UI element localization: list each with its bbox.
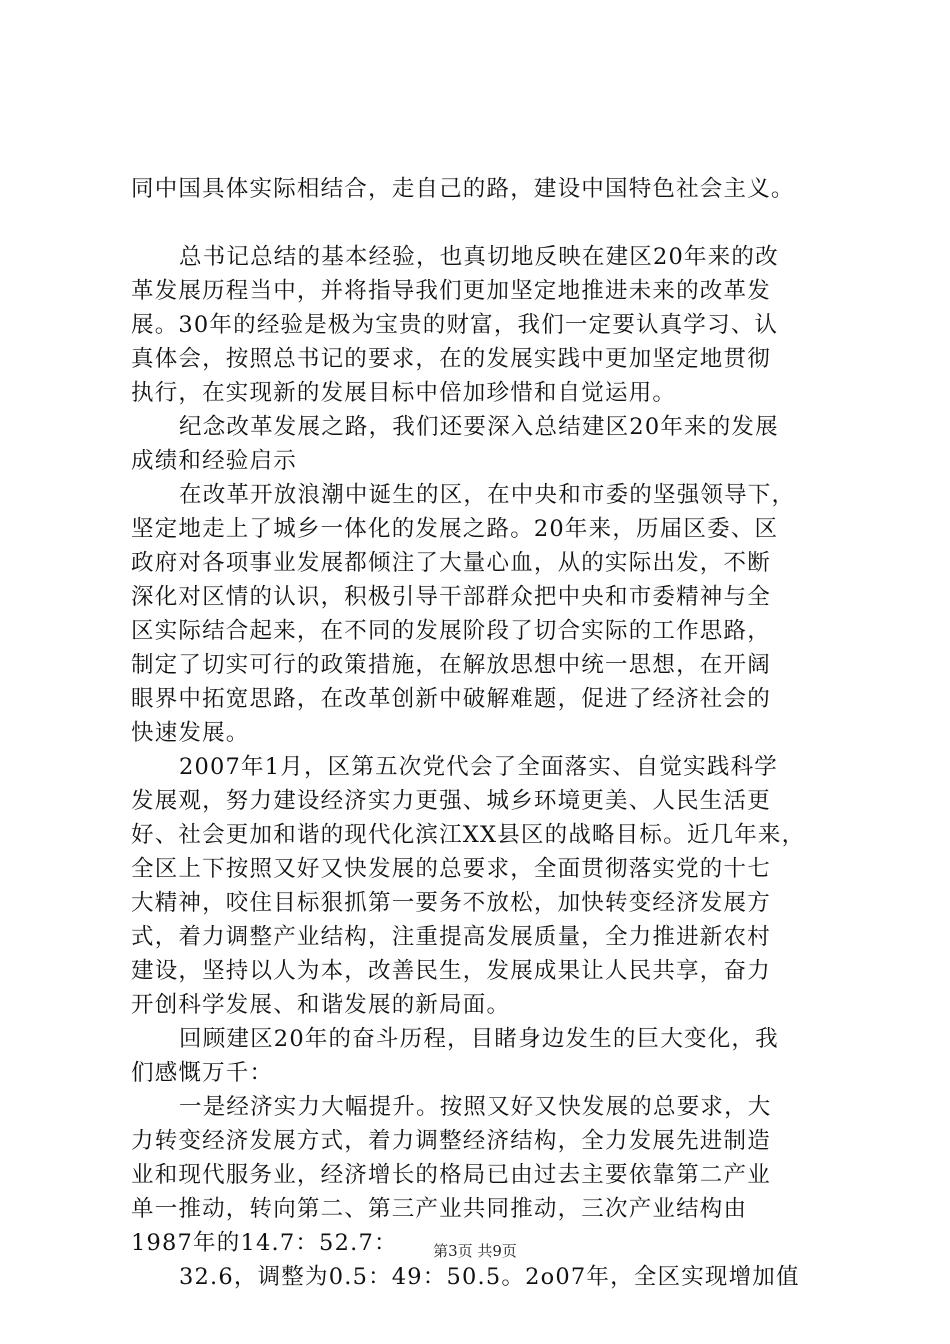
text-line: 全区上下按照又好又快发展的总要求，全面贯彻落实党的十七 — [131, 856, 771, 882]
text-line: 深化对区情的认识，积极引导干部群众把中央和市委精神与全 — [131, 584, 771, 610]
paragraph-start-line: 2007年1月，区第五次党代会了全面落实、自觉实践科学 — [179, 754, 778, 780]
paragraph-start-line: 在改革开放浪潮中诞生的区，在中央和市委的坚强领导下， — [179, 482, 796, 508]
text-line: 执行，在实现新的发展目标中倍加珍惜和自觉运用。 — [131, 380, 677, 406]
text-line: 单一推动，转向第二、第三产业共同推动，三次产业结构由 — [131, 1196, 748, 1222]
text-line: 建设，坚持以人为本，改善民生，发展成果让人民共享，奋力 — [131, 958, 771, 984]
text-line: 开创科学发展、和谐发展的新局面。 — [131, 992, 511, 1018]
document-body — [131, 172, 831, 1294]
text-line: 好、社会更加和谐的现代化滨江XX县区的战略目标。近几年来， — [131, 822, 806, 848]
text-line: 发展观，努力建设经济实力更强、城乡环境更美、人民生活更 — [131, 788, 771, 814]
text-line: 1987年的14.7：52.7： — [131, 1230, 398, 1256]
blank-line — [131, 206, 831, 240]
text-line: 式，着力调整产业结构，注重提高发展质量，全力推进新农村 — [131, 924, 771, 950]
paragraph-start-line: 回顾建区20年的奋斗历程，目睹身边发生的巨大变化，我 — [179, 1026, 779, 1052]
text-line: 真体会，按照总书记的要求，在的发展实践中更加坚定地贯彻 — [131, 346, 771, 372]
text-line: 政府对各项事业发展都倾注了大量心血，从的实际出发，不断 — [131, 550, 771, 576]
text-line: 眼界中拓宽思路，在改革创新中破解难题，促进了经济社会的 — [131, 686, 771, 712]
text-line: 们感慨万千： — [131, 1060, 274, 1086]
text-line: 展。30年的经验是极为宝贵的财富，我们一定要认真学习、认 — [131, 312, 779, 338]
paragraph-start-line: 纪念改革发展之路，我们还要深入总结建区20年来的发展 — [179, 414, 779, 440]
text-line: 区实际结合起来，在不同的发展阶段了切合实际的工作思路， — [131, 618, 771, 644]
text-line: 业和现代服务业，经济增长的格局已由过去主要依靠第二产业 — [131, 1162, 771, 1188]
text-line: 制定了切实可行的政策措施，在解放思想中统一思想，在开阔 — [131, 652, 771, 678]
text-line: 大精神，咬住目标狠抓第一要务不放松，加快转变经济发展方 — [131, 890, 771, 916]
text-line: 力转变经济发展方式，着力调整经济结构，全力发展先进制造 — [131, 1128, 771, 1154]
text-line: 成绩和经验启示 — [131, 448, 297, 474]
text-line: 快速发展。 — [131, 720, 250, 746]
text-line: 同中国具体实际相结合，走自己的路，建设中国特色社会主义。 — [131, 176, 795, 202]
text-line: 坚定地走上了城乡一体化的发展之路。20年来，历届区委、区 — [131, 516, 779, 542]
text-line: 革发展历程当中，并将指导我们更加坚定地推进未来的改革发 — [131, 278, 771, 304]
paragraph-start-line: 总书记总结的基本经验，也真切地反映在建区20年来的改 — [179, 244, 779, 270]
paragraph-start-line: 32.6，调整为0.5：49：50.5。2o07年，全区实现增加值 — [179, 1264, 800, 1290]
page-number-footer: 第3页 共9页 — [433, 1242, 517, 1260]
paragraph-start-line: 一是经济实力大幅提升。按照又好又快发展的总要求，大 — [179, 1094, 772, 1120]
